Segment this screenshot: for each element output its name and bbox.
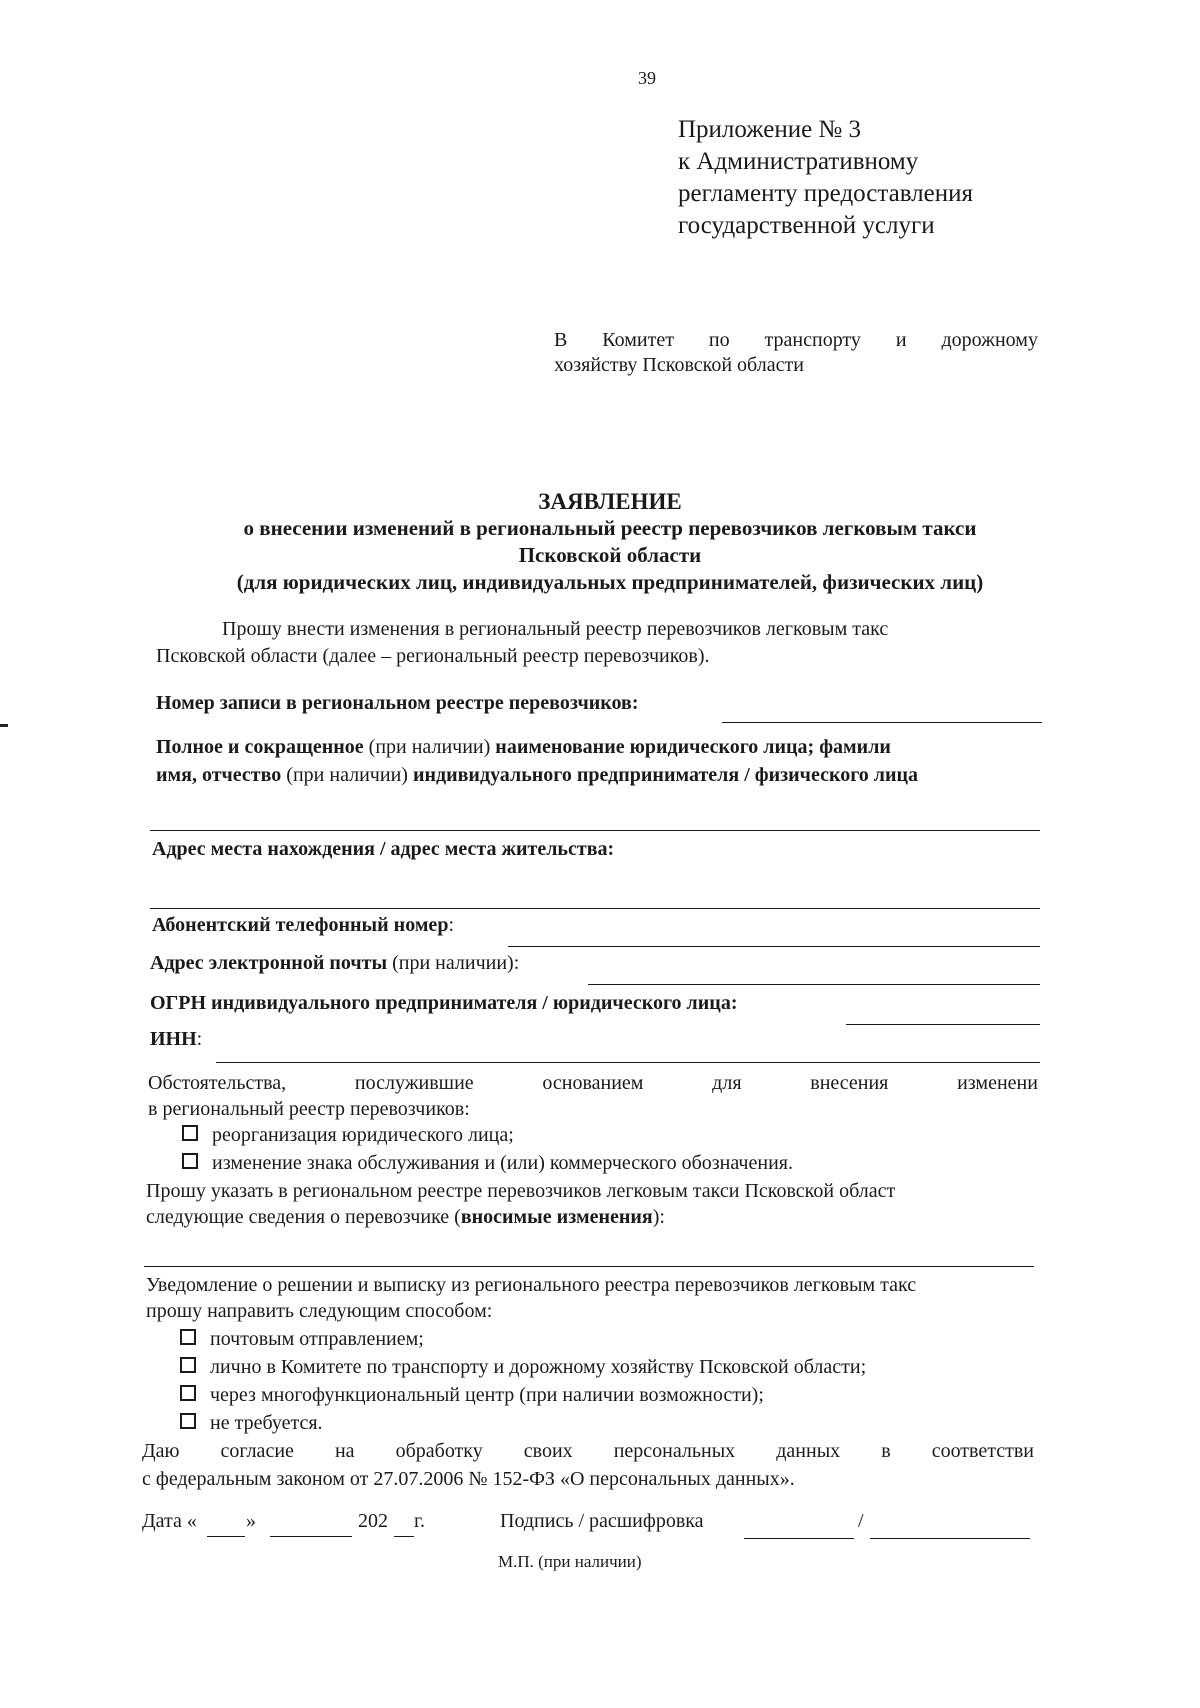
year-suffix: г. [414, 1510, 425, 1532]
heading-line-3: (для юридических лиц, индивидуальных предпринимателей, физических лиц) [236, 570, 984, 594]
phone-label: Абонентский телефонный номер: [152, 914, 454, 936]
date-year-field[interactable] [394, 1536, 414, 1537]
addressee-line-2: хозяйству Псковской области [554, 354, 804, 376]
inn-label: ИНН: [150, 1028, 203, 1050]
consent-word: данных [776, 1440, 841, 1462]
signature-name-field[interactable] [870, 1538, 1030, 1539]
addressee-word: транспорту [764, 329, 861, 351]
request-line-1: Прошу указать в региональном реестре перевозчиков легковым такси Псковской област [146, 1180, 896, 1202]
page-number: 39 [638, 68, 656, 88]
addressee-word: дорожному [941, 329, 1038, 351]
name-field[interactable] [150, 830, 1040, 831]
checkbox-icon[interactable] [182, 1125, 198, 1141]
phone-field[interactable] [508, 946, 1040, 947]
consent-word: персональных [613, 1440, 736, 1462]
heading-line-1: о внесении изменений в региональный реестр перевозчиков легковым такси [243, 516, 977, 540]
request-line-2: следующие сведения о перевозчике (вносимые изменения): [146, 1206, 665, 1228]
ogrn-field[interactable] [846, 1024, 1040, 1025]
signature-field[interactable] [744, 1538, 854, 1539]
consent-word: Даю [142, 1440, 180, 1462]
addressee-word: по [708, 329, 730, 351]
appendix-line-2: к Административному [678, 148, 919, 175]
notification-line-1: Уведомление о решении и выписку из регионального реестра перевозчиков легковым такс [146, 1274, 917, 1296]
email-field[interactable] [588, 984, 1040, 985]
option-reorganization[interactable]: реорганизация юридического лица; [182, 1124, 514, 1147]
addressee-word: Комитет [602, 329, 674, 351]
option-postal[interactable]: почтовым отправлением; [180, 1328, 424, 1351]
checkbox-icon[interactable] [182, 1153, 198, 1169]
option-not-required[interactable]: не требуется. [180, 1412, 323, 1435]
circumstances-word: внесения [810, 1072, 889, 1094]
checkbox-icon[interactable] [180, 1357, 196, 1373]
intro-line-1: Прошу внести изменения в региональный реестр перевозчиков легковым такс [222, 618, 889, 640]
ogrn-label: ОГРН индивидуального предпринимателя / юридического лица: [150, 992, 738, 1014]
addressee-word: В [554, 329, 568, 351]
margin-mark [0, 724, 8, 727]
option-trademark-change[interactable]: изменение знака обслуживания и (или) коммерческого обозначения. [182, 1152, 793, 1175]
year-prefix: 202 [358, 1510, 388, 1532]
circumstances-word: послужившие [354, 1072, 474, 1094]
record-number-field[interactable] [722, 722, 1042, 723]
document-title: ЗАЯВЛЕНИЕ [538, 489, 682, 514]
date-day-field[interactable] [207, 1536, 245, 1537]
address-field[interactable] [150, 908, 1040, 909]
option-mfc[interactable]: через многофункциональный центр (при наличии возможности); [180, 1384, 764, 1407]
signature-slash: / [858, 1510, 864, 1532]
appendix-line-4: государственной услуги [678, 212, 935, 239]
consent-line-2: с федеральным законом от 27.07.2006 № 152-ФЗ «О персональных данных». [142, 1468, 795, 1490]
name-label-line-1: Полное и сокращенное (при наличии) наименование юридического лица; фамили [156, 736, 891, 758]
record-number-label: Номер записи в региональном реестре перевозчиков: [156, 692, 639, 714]
addressee-block [554, 328, 1038, 378]
inn-field[interactable] [216, 1062, 1040, 1063]
date-mid: » [246, 1510, 256, 1532]
notification-line-2: прошу направить следующим способом: [146, 1300, 493, 1322]
consent-word: на [334, 1440, 355, 1462]
signature-label: Подпись / расшифровка [500, 1510, 704, 1532]
appendix-line-3: регламенту предоставления [678, 180, 974, 207]
email-label: Адрес электронной почты (при наличии): [150, 952, 520, 974]
address-label: Адрес места нахождения / адрес места жительства: [152, 838, 615, 860]
circumstances-word: для [712, 1072, 742, 1094]
checkbox-icon[interactable] [180, 1329, 196, 1345]
checkbox-icon[interactable] [180, 1413, 196, 1429]
addressee-word: и [895, 329, 907, 351]
consent-line-1 [142, 1440, 1034, 1463]
consent-word: обработку [395, 1440, 483, 1462]
consent-word: соответстви [931, 1440, 1034, 1462]
changes-field[interactable] [144, 1266, 1034, 1267]
document-heading [150, 488, 1070, 596]
date-month-field[interactable] [270, 1536, 352, 1537]
circumstances-line-2: в региональный реестр перевозчиков: [148, 1098, 470, 1120]
stamp-label: М.П. (при наличии) [498, 1552, 642, 1571]
consent-word: согласие [220, 1440, 294, 1462]
intro-line-2: Псковской области (далее – региональный реестр перевозчиков). [156, 645, 710, 667]
circumstances-line-1 [148, 1072, 1038, 1095]
circumstances-word: Обстоятельства, [148, 1072, 287, 1094]
heading-line-2: Псковской области [518, 543, 702, 567]
name-label-line-2: имя, отчество (при наличии) индивидуального предпринимателя / физического лица [156, 764, 919, 786]
appendix-block [678, 114, 973, 242]
circumstances-word: изменени [957, 1072, 1038, 1094]
option-in-person[interactable]: лично в Комитете по транспорту и дорожному хозяйству Псковской области; [180, 1356, 866, 1379]
appendix-line-1: Приложение № 3 [678, 116, 862, 143]
consent-word: своих [523, 1440, 573, 1462]
checkbox-icon[interactable] [180, 1385, 196, 1401]
date-prefix: Дата « [142, 1510, 197, 1532]
addressee-line-1 [554, 328, 1038, 353]
circumstances-word: основанием [542, 1072, 644, 1094]
consent-word: в [881, 1440, 891, 1462]
